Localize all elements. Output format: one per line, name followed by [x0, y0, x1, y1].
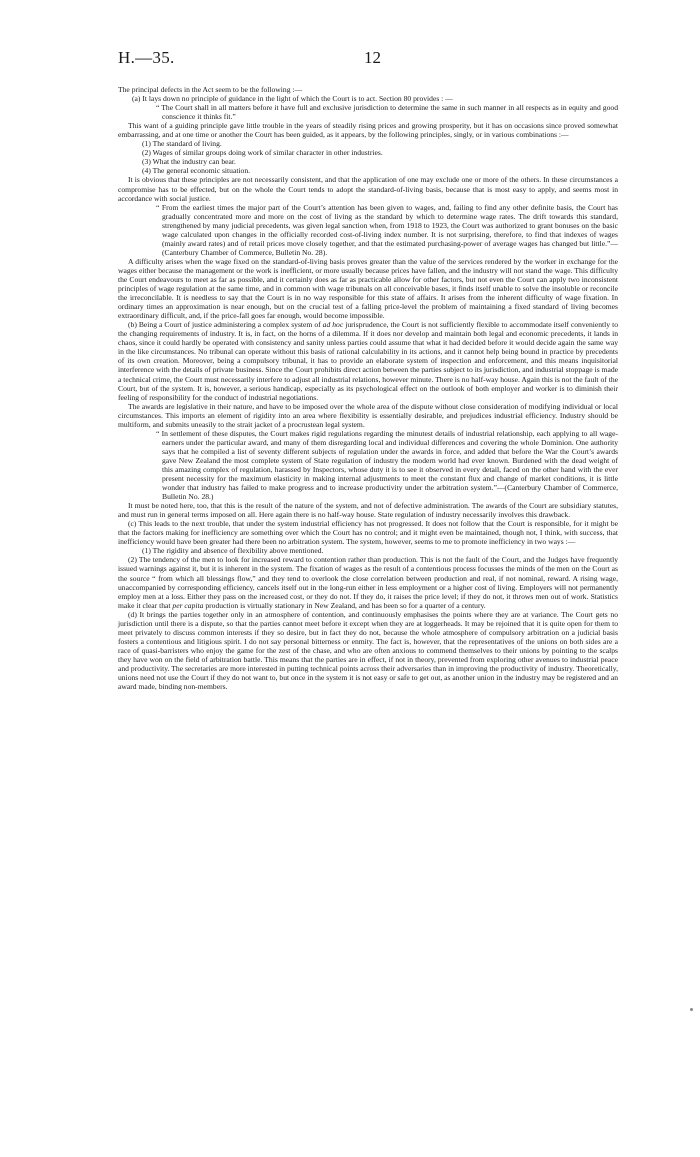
paragraph: (d) It brings the parties together only in an atmosphere of contention, and continuously emphasises the points where they are at variance. The Court gets no jurisdiction until there is a dispute, so that the parties cannot meet before it except when they are at loggerheads. It may be rejoined that it is quite open for them to meet privately to discuss common interests if they so desire, but in fact they do not, because the whole atmosphere of compulsory arbitration on a judicial basis fosters a contentious and litigious spirit. I do not say personal bitterness or enmity. The fact is, however, that the representatives of the unions on both sides are a race of quasi-barristers who enjoy the game for the zest of the chase, and who are often anxious to commend themselves to their unions by pointing to the scalps they have won on the field of arbitration battle. This means that the parties are in effect, if not in theory, prevented from exploring other avenues to industrial peace and productivity. The secretaries are more interested in putting technical points across their adversaries than in improving the productivity of industry. Theoretically, unions need not use the Court if they do not want to, but once in the system it is not easy or safe to get out, as another union in the industry may be registered and an award made, binding non-members. [118, 609, 618, 692]
paragraph: (c) This leads to the next trouble, that under the system industrial efficiency has not progressed. It does not follow that the Court is responsible, for it might be that the factors making for inefficiency are something over which the Court has no control; and it might even be maintained, though not, I think, with success, that inefficiency would have been greater had there been no arbitration system. The system, however, seems to me to promote inefficiency in two ways :— [118, 519, 618, 547]
block-quote: “ From the earliest times the major part of the Court’s attention has been given to wages, and, failing to find any other definite basis, the Court has gradually concentrated more and more on the cost of living as the standard by which to determine wage rates. The drift towards this standard, strengthened by many judicial precedents, was given legal sanction when, from 1918 to 1923, the Court was authorized to grant bonuses on the basic wage calculated upon changes in the officially recorded cost-of-living index number. It is not surprising, therefore, to find that indexes of wages (mainly award rates) and of retail prices move closely together, and that the estimated purchasing-power of average wages has changed but little.”—(Canterbury Chamber of Commerce, Bulletin No. 28). [156, 202, 618, 257]
page-number: 12 [364, 48, 381, 67]
paragraph: The principal defects in the Act seem to be the following :— [118, 85, 303, 94]
list-item: (2) The tendency of the men to look for increased reward to contention rather than production. This is not the fault of the Court, and the Judges have frequently issued warnings against it, but it is inherent in the system. The fixation of wages as the result of a contentious process focusses the minds of the men on the Court as the source “ from which all blessings flow,” and they tend to overlook the close correlation between production and real, if not nominal, reward. A rising wage, unaccompanied by corresponding efficiency, cancels itself out in the long-run either in less employment or a higher cost of living. Employers will not permanently employ men at a loss. Either they pass on the increased cost, or they do not. If they do, it raises the price level; if they do not, it throws men out of work. Statistics make it clear that per capita production is virtually stationary in New Zealand, and has been so for a quarter of a century. [118, 555, 618, 610]
document-body [118, 85, 618, 691]
paragraph: It must be noted here, too, that this is the result of the nature of the system, and not of defective administration. The awards of the Court are subsidiary statutes, and must run in general terms imposed on all. Here again there is no half-way house. State regulation of industry necessarily involves this drawback. [118, 501, 618, 520]
list-item: (2) Wages of similar groups doing work of similar character in other industries. [142, 148, 383, 158]
page-header [118, 48, 618, 72]
list-item: (1) The rigidity and absence of flexibility above mentioned. [142, 546, 324, 556]
list-item: (4) The general economic situation. [142, 166, 251, 176]
italic-phrase: ad hoc [322, 320, 344, 330]
paragraph: (a) It lays down no principle of guidance in the light of which the Court is to act. Section 80 provides : — [132, 94, 453, 104]
italic-phrase: per capita [172, 600, 204, 610]
list-item: (3) What the industry can bear. [142, 157, 236, 167]
paragraph: A difficulty arises when the wage fixed on the standard-of-living basis proves greater than the value of the services rendered by the worker in exchange for the wages either because the management or the work is inefficient, or more usually because prices have fallen, and the industry will not stand the wage. This difficulty the Court endeavours to meet as far as possible, and it certainly does as far as practicable allow for other factors, but not even the Court can apply two inconsistent principles of wage regulation at the same time, and in common with wage tribunals on all conceivable bases, it finds itself unable to solve the insoluble or reconcile the irreconcilable. It is needless to say that the Court is in no way responsible for this state of affairs. It arises from the inherent difficulty of wage fixation. In ordinary times an approximation is near enough, but on the crucial test of a falling price-level the problem of maintaining a fixed standard of living becomes extraordinary difficult, and, if the price-fall goes far enough, would become impossible. [118, 256, 618, 321]
list-item: (1) The standard of living. [142, 139, 222, 149]
document-reference: H.—35. [118, 48, 175, 67]
paragraph: This want of a guiding principle gave little trouble in the years of steadily rising prices and growing prosperity, but it has on occasions since proved somewhat embarrassing, and at one time or another the Court has been guided, as it appears, by the following principles, singly, or in various combinations :— [118, 121, 618, 140]
paragraph: (b) Being a Court of justice administering a complex system of ad hoc jurisprudence, the Court is not sufficiently flexible to accommodate itself conveniently to the changing requirements of industry. It is, in fact, on the horns of a dilemma. If it does nor develop and maintain both legal and economic precedents, it lands in chaos, since it could hardly be operated with consistency and sanity unless parties could assume that what it had decided before it would decide again the same way in the like circumstances. No tribunal can operate without this basis of rational calculability in its actions, and it cannot help being bound in practice by precedents of its own creation. Moreover, being a compulsory tribunal, it has to provide an elaborate system of inspection and enforcement, and this means inquisitorial interference with the details of private business. Since the Court prohibits direct action between the parties subject to its jurisdiction, and industrial stoppage is made a technical crime, the Court must necessarily interfere to adjust all industrial relations, however minute. There is no half-way house. Again this is not the fault of the Court, but of the system. It is, however, a serious handicap, especially as its psychological effect on the outlook of both employer and worker is to diminish their feeling of responsibility for the conduct of industrial negotiations. [118, 320, 618, 402]
paragraph: The awards are legislative in their nature, and have to be imposed over the whole area of the dispute without close consideration of modifying individual or local circumstances. This imports an element of rigidity into an area where flexibility is essentially desirable, and prejudices industrial efficiency. Industry should be multiform, and submits uneasily to the strait jacket of a procrustean legal system. [118, 401, 618, 429]
paragraph: It is obvious that these principles are not necessarily consistent, and that the application of one may exclude one or more of the others. In these circumstances a compromise has to be effected, but on the whole the Court tends to adopt the standard-of-living basis, because that is most easy to apply, and seems most in accordance with social justice. [118, 175, 618, 203]
scan-mark [690, 1008, 693, 1011]
block-quote: “ The Court shall in all matters before it have full and exclusive jurisdiction to determine the same in such manner in all respects as in equity and good conscience it thinks fit.” [156, 103, 618, 122]
block-quote: “ In settlement of these disputes, the Court makes rigid regulations regarding the minutest details of industrial relationship, each applying to all wage-earners under the particular award, and many of them disregarding local and individual differences and covering the whole Dominion. One authority says that he compiled a list of seventy different subjects of regulation under the awards in force, and added that before the War the Court’s awards gave New Zealand the most complete system of State regulation of industry the modern world had ever known. Burdened with the dead weight of this amazing complex of regulation, harassed by Inspectors, whose duty it is to see it observed in every detail, faced on the other hand with the ever present necessity for the maximum elasticity in making internal adjustments to meet the constant flux and change of market conditions, it is little wonder that industry has failed to make progress and to increase productivity under the arbitration system.”—(Canterbury Chamber of Commerce, Bulletin No. 28.) [156, 428, 618, 502]
